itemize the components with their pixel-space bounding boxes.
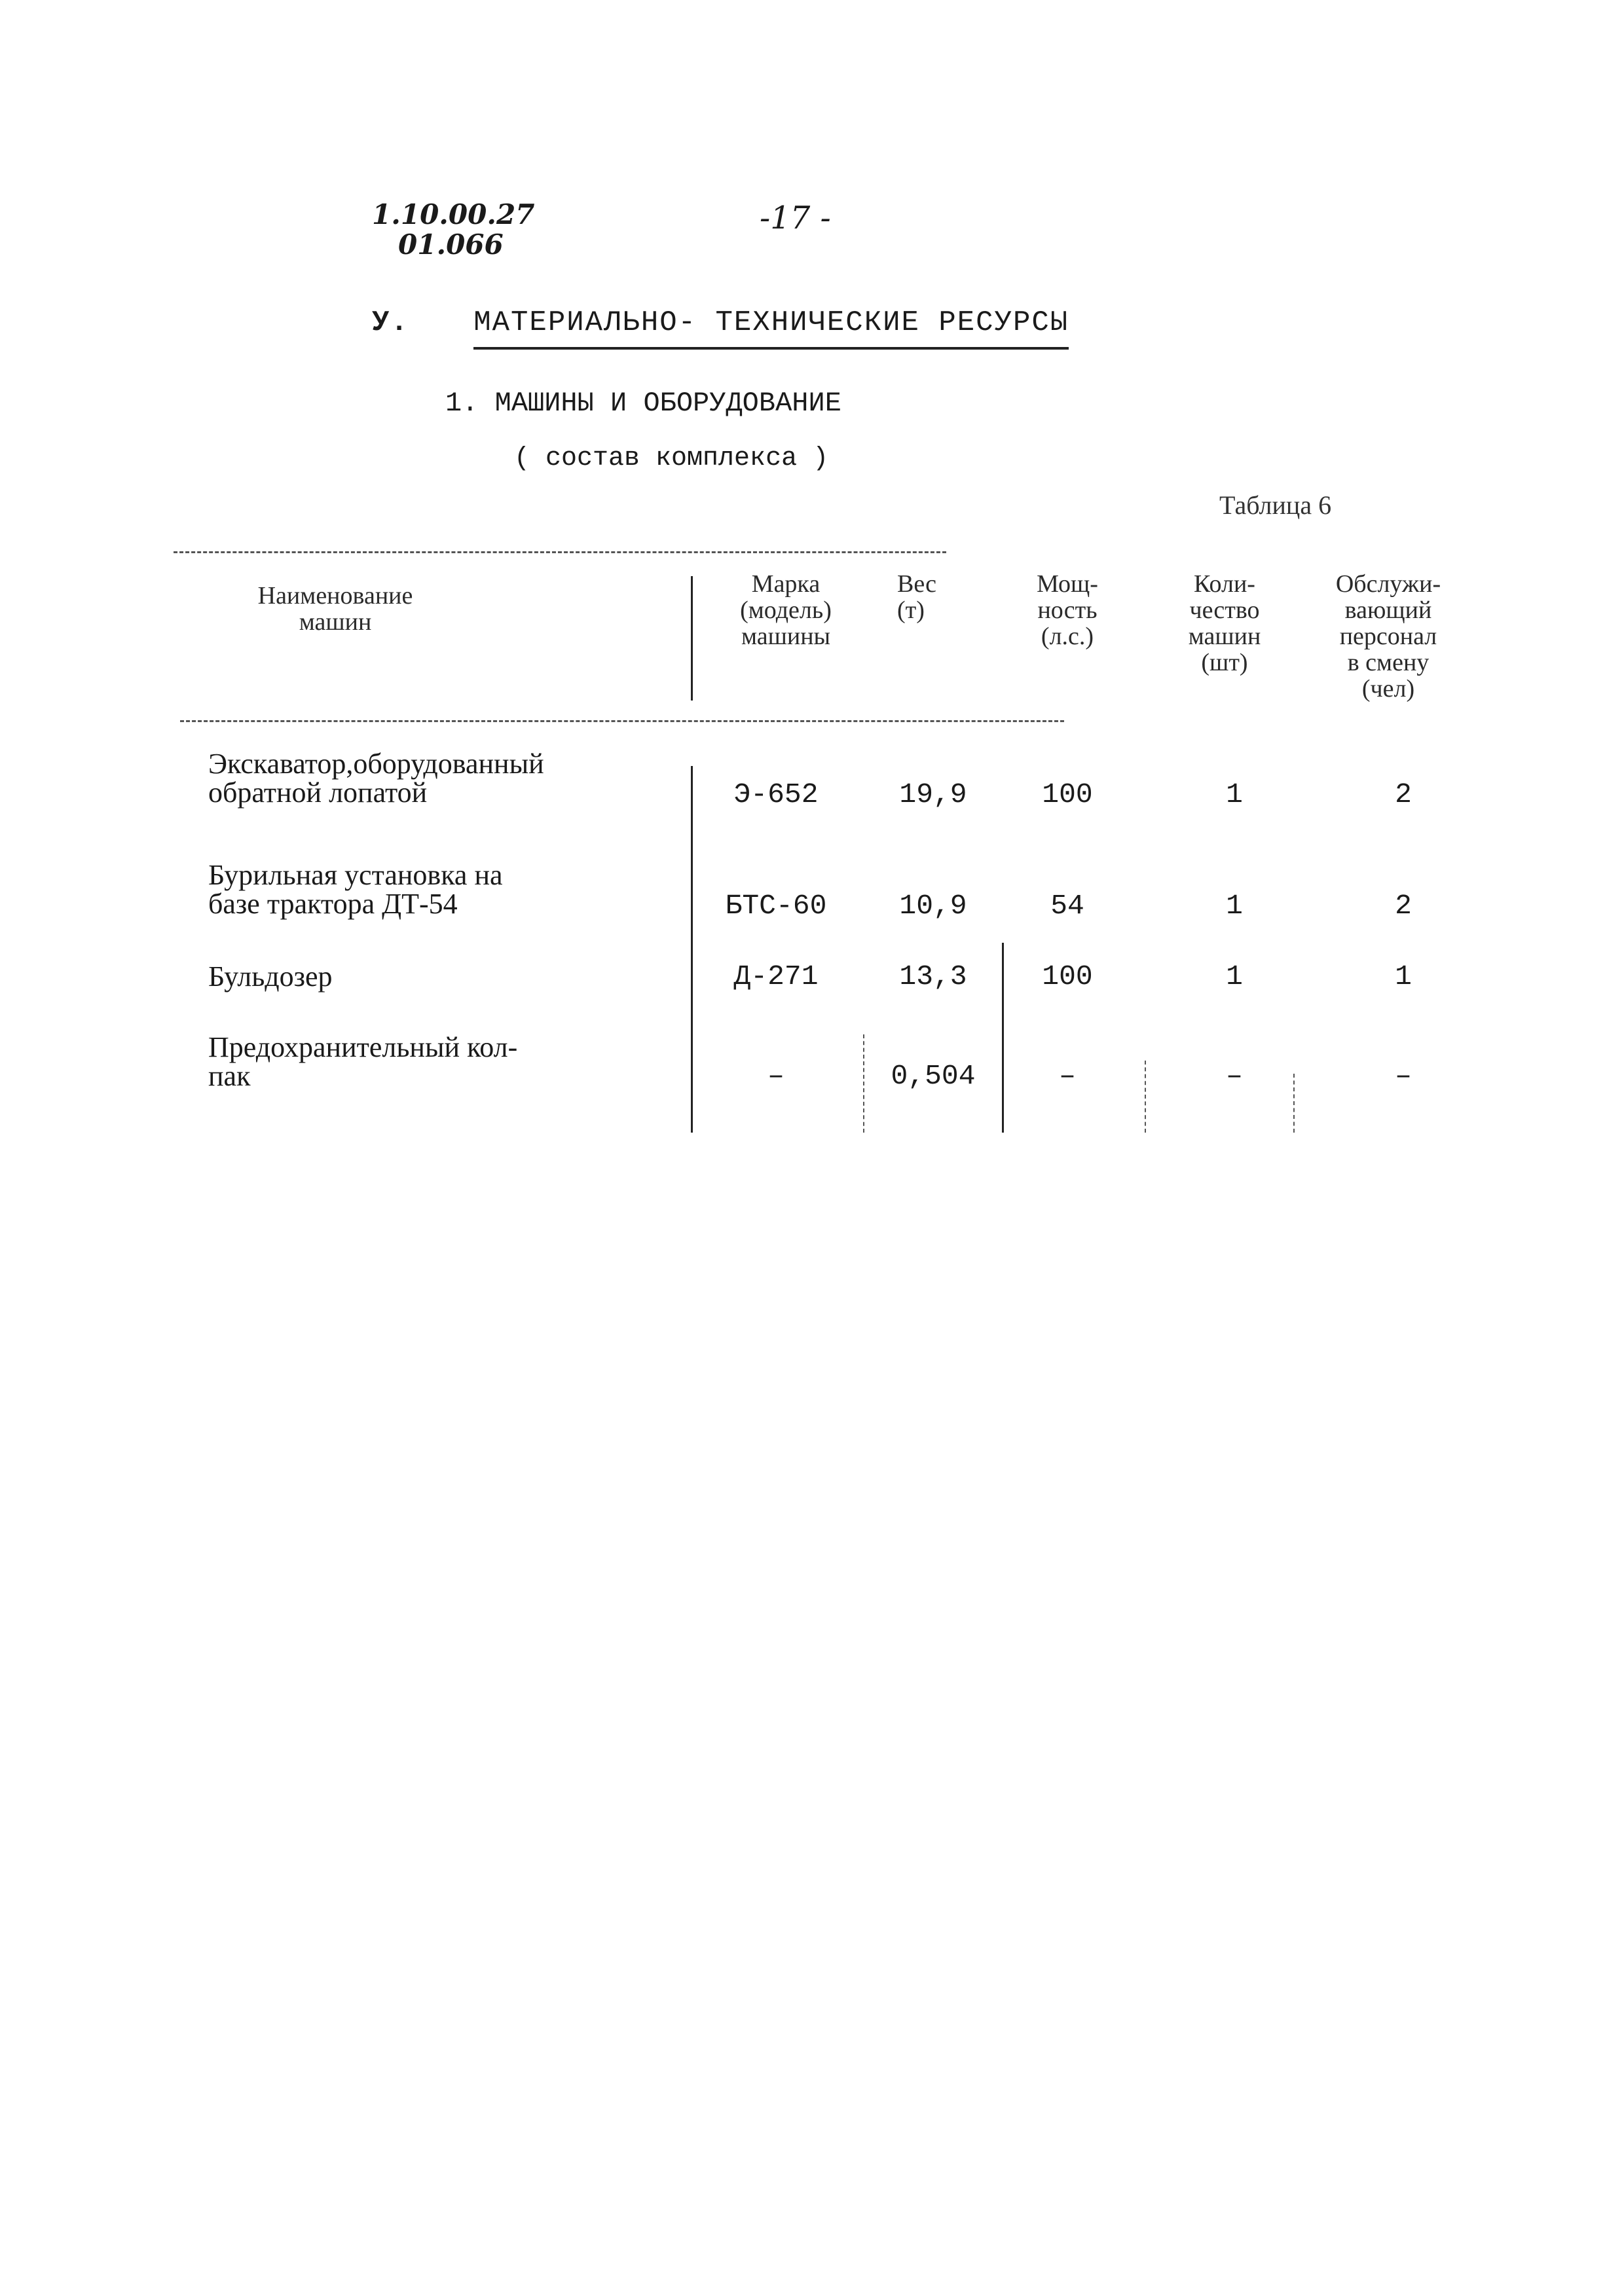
row-power: 54 (1050, 890, 1084, 922)
column-header-power: Мощ- ность (л.с.) (1037, 570, 1098, 650)
row-model: – (767, 1060, 784, 1092)
column-divider (691, 766, 693, 1133)
section-title: МАТЕРИАЛЬНО- ТЕХНИЧЕСКИЕ РЕСУРСЫ (473, 306, 1069, 350)
row-name: Экскаватор,оборудованный обратной лопатой (208, 748, 544, 809)
row-staff: 2 (1395, 890, 1412, 922)
row-staff: 1 (1395, 960, 1412, 993)
row-power: – (1059, 1060, 1076, 1092)
column-divider (1293, 1074, 1295, 1133)
row-model: Д-271 (733, 960, 819, 993)
column-header-staff: Обслужи- вающий персонал в смену (чел) (1335, 570, 1441, 702)
column-header-weight: Вес (т) (897, 570, 937, 624)
table-label: Таблица 6 (1219, 490, 1332, 520)
row-staff: – (1395, 1060, 1412, 1092)
document-code-line1: 1.10.00.27 (372, 198, 535, 230)
column-header-model: Марка (модель) машины (740, 570, 832, 650)
subsection-title: 1. МАШИНЫ И ОБОРУДОВАНИЕ (445, 388, 841, 419)
row-weight: 19,9 (899, 778, 967, 811)
column-divider (1145, 1061, 1146, 1133)
row-power: 100 (1042, 960, 1093, 993)
row-model: Э-652 (733, 778, 819, 811)
page-number: -17 - (760, 200, 831, 236)
section-heading (372, 306, 1069, 350)
document-code (372, 200, 534, 260)
column-header-count: Коли- чество машин (шт) (1188, 570, 1261, 676)
table-top-rule (174, 551, 946, 553)
column-divider (1002, 943, 1004, 1133)
table-header-rule (180, 720, 1064, 722)
row-power: 100 (1042, 778, 1093, 811)
row-model: БТС-60 (725, 890, 827, 922)
row-weight: 10,9 (899, 890, 967, 922)
column-divider (691, 576, 693, 701)
document-code-line2: 01.066 (398, 228, 504, 261)
section-number: У. (372, 306, 409, 339)
row-name: Предохранительный кол- пак (208, 1031, 518, 1092)
row-count: 1 (1226, 960, 1243, 993)
column-divider (863, 1034, 864, 1133)
row-staff: 2 (1395, 778, 1412, 811)
row-weight: 0,504 (891, 1060, 976, 1092)
row-count: – (1226, 1060, 1243, 1092)
column-header-name: Наименование машин (257, 582, 413, 636)
row-name: Бурильная установка на базе трактора ДТ-54 (208, 859, 503, 920)
row-count: 1 (1226, 890, 1243, 922)
subsection-note: ( состав комплекса ) (514, 444, 829, 473)
row-count: 1 (1226, 778, 1243, 811)
row-name: Бульдозер (208, 960, 333, 993)
row-weight: 13,3 (899, 960, 967, 993)
